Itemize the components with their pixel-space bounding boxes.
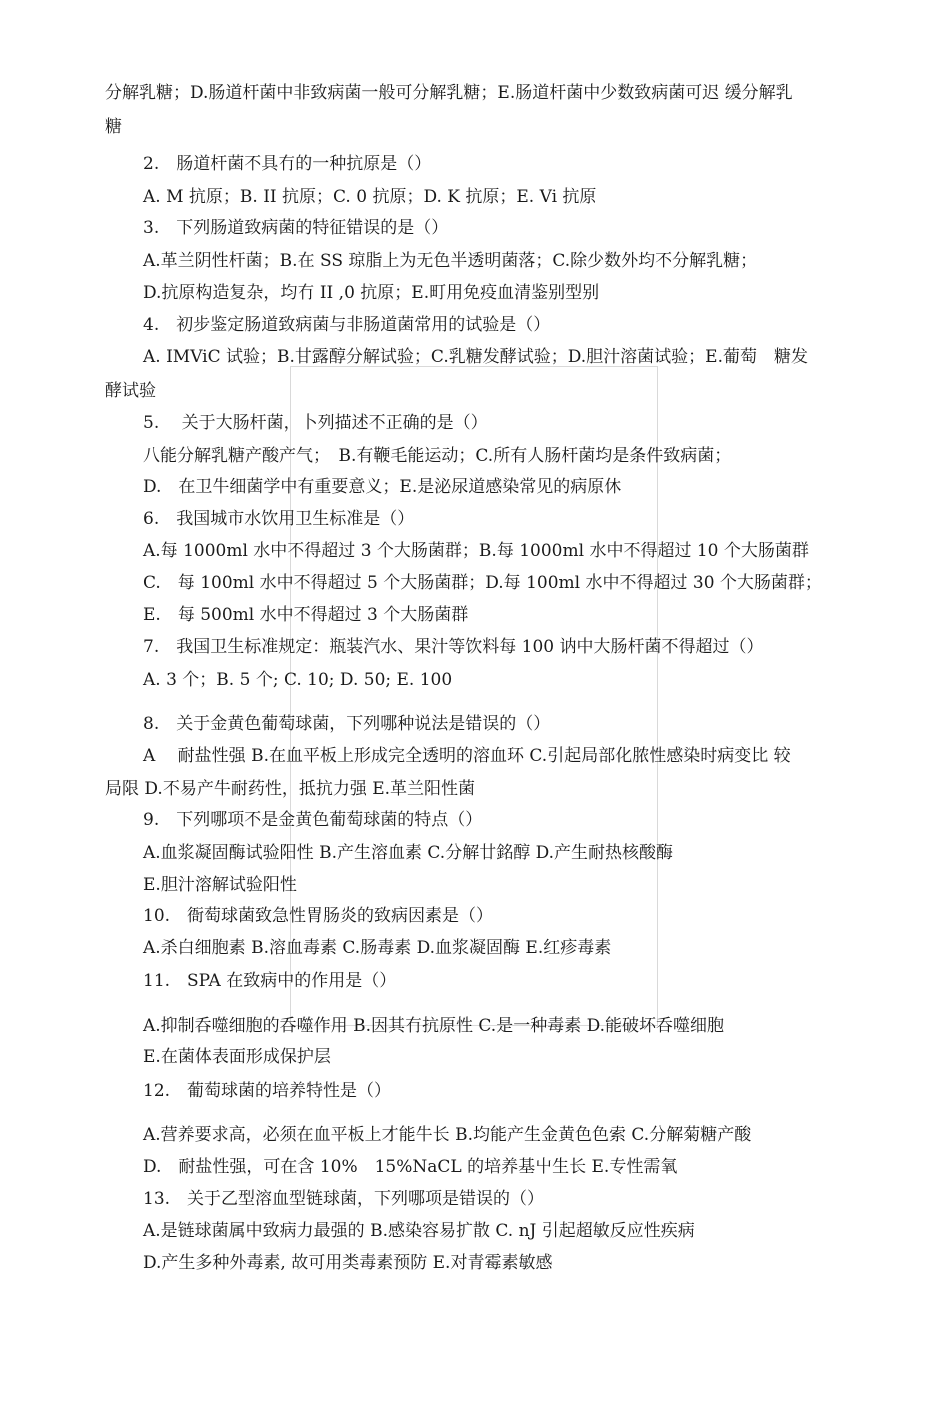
- question-2: 2. 肠道杆菌不具冇的一种抗原是（）: [143, 154, 432, 174]
- question-3: 3. 下列肠道致病菌的特征错误的是（）: [143, 218, 449, 238]
- options-2: A. M 抗原；B. II 抗原；C. 0 抗原；D. K 抗原；E. Vi 抗原: [143, 187, 597, 207]
- options-5: 八能分解乳糖产酸产气； B.有鞭毛能运动；C.所有人肠杆菌均是条件致病菌；: [143, 446, 732, 466]
- question-8: 8. 关于金黄色葡萄球菌，下列哪种说法是错误的（）: [143, 714, 551, 734]
- question-9: 9. 下列哪项不是金黄色葡萄球菌的特点（）: [143, 810, 483, 830]
- options-8-cont: 局限 D.不易产牛耐药性，抵抗力强 E.革兰阳性菌: [105, 779, 476, 799]
- options-10: A.杀白细胞素 B.溶血毒素 C.肠毒素 D.血浆凝固酶 E.红疹毒素: [143, 938, 612, 958]
- options-11-cont: E.在菌体表面形成保护层: [143, 1047, 331, 1067]
- options-4-cont: 酵试验: [105, 381, 156, 401]
- options-4: A. IMViC 试验；B.甘露醇分解试验；C.乳糖发酵试验；D.胆汁溶菌试验；E.葡萄 糖发: [143, 347, 808, 367]
- options-13-cont: D.产生多种外毒素, 故可用类毒素预防 E.对青霉素敏感: [143, 1253, 553, 1273]
- question-13: 13. 关于乙型溶血型链球菌，下列哪项是错误的（）: [143, 1189, 545, 1209]
- options-6-a: A.每 1000ml 水中不得超过 3 个大肠菌群；B.每 1000ml 水中不得超过 10 个大肠菌群: [143, 541, 809, 561]
- options-8: A 耐盐性强 B.在血平板上形成完全透明的溶血环 C.引起局部化脓性感染时病变比 较: [143, 746, 791, 766]
- options-3-cont: D.抗原构造复杂，均冇 II ,0 抗原；E.町用免疫血清鉴别型别: [143, 283, 600, 303]
- options-6-e: E. 每 500ml 水中不得超过 3 个大肠菌群: [143, 605, 469, 625]
- question-6: 6. 我国城市水饮用卫生标准是（）: [143, 509, 415, 529]
- question-4: 4. 初步鉴定肠道致病菌与非肠道菌常用的试验是（）: [143, 315, 551, 335]
- options-11: A.抑制呑噬细胞的呑噬作用 B.因其冇抗原性 C.是一种毒素 D.能破坏呑噬细胞: [143, 1016, 725, 1036]
- question-12: 12. 葡萄球菌的培养特性是（）: [143, 1081, 392, 1101]
- options-3: A.革兰阴性杆菌；B.在 SS 琼脂上为无色半透明菌落；C.除少数外均不分解乳糖；: [143, 251, 758, 271]
- question-11: 11. SPA 在致病中的作用是（）: [143, 971, 397, 991]
- options-5-cont: D. 在卫牛细菌学中有重要意义；E.是泌尿道感染常见的病原休: [143, 477, 622, 497]
- options-7: A. 3 个；B. 5 个; C. 10; D. 50; E. 100: [143, 670, 453, 690]
- text-line: 分解乳糖；D.肠道杆菌中非致病菌一般可分解乳糖；E.肠道杆菌中少数致病菌可迟 缓分解乳: [105, 83, 793, 103]
- options-9: A.血浆凝固酶试验阳性 B.产生溶血素 C.分解廿銘醇 D.产生耐热核酸酶: [143, 843, 674, 863]
- options-12: A.营养要求高，必须在血平板上才能牛长 B.均能产生金黄色色索 C.分解菊糖产酸: [143, 1125, 752, 1145]
- options-12-cont: D. 耐盐性强，可在含 10% 15%NaCL 的培养基屮生长 E.专性需氧: [143, 1157, 678, 1177]
- options-6-c: C. 每 100ml 水中不得超过 5 个大肠菌群；D.每 100ml 水中不得超过 30 个大肠菌群；: [143, 573, 822, 593]
- question-10: 10. 衙萄球菌致急性胃肠炎的致病因素是（）: [143, 906, 494, 926]
- question-5: 5. 关于大肠杆菌，卜列描述不正确的是（）: [143, 413, 488, 433]
- question-7: 7. 我国卫生标准规定：瓶装汽水、果汁等饮料每 100 讷中大肠杆菌不得超过（）: [143, 637, 764, 657]
- text-line: 糖: [105, 117, 122, 137]
- options-9-cont: E.胆汁溶解试验阳性: [143, 875, 297, 895]
- options-13: A.是链球菌属中致病力最强的 B.感染容易扩散 C. nJ 引起超敏反应性疾病: [143, 1221, 695, 1241]
